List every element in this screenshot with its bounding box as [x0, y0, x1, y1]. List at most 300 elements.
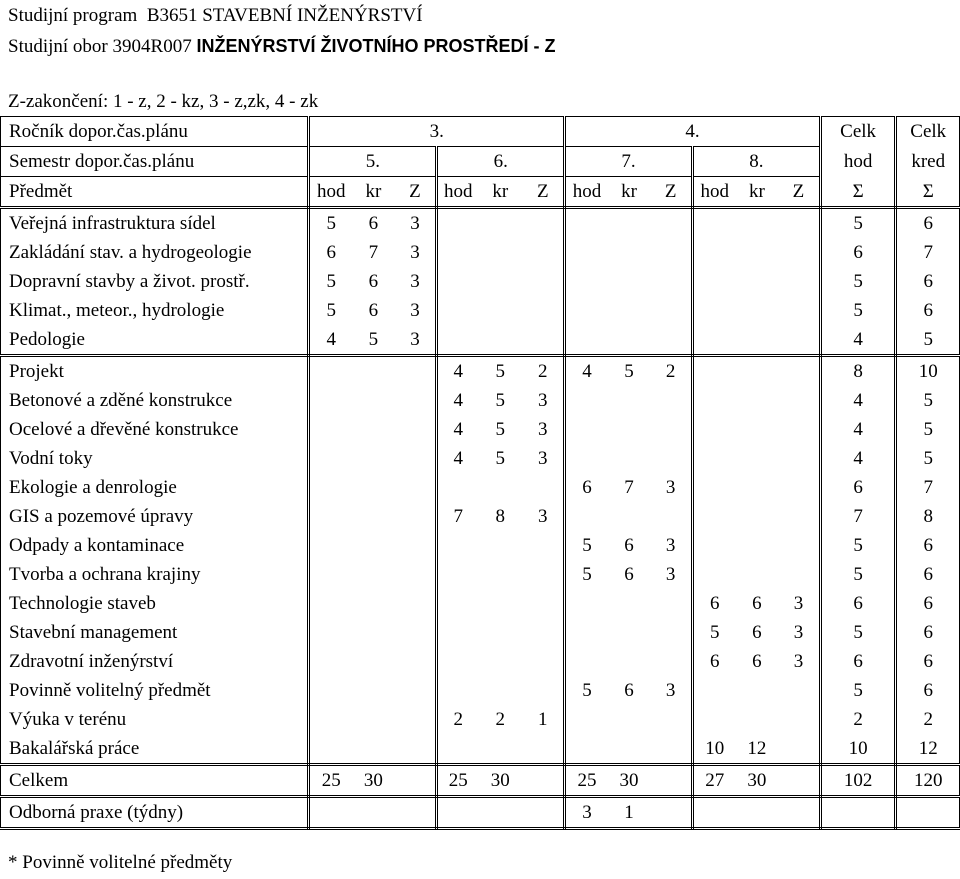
value-cell: [650, 267, 692, 296]
value-cell: [778, 238, 820, 267]
value-cell: [395, 531, 437, 560]
value-cell: [778, 734, 820, 765]
value-cell: [565, 502, 608, 531]
value-cell: [736, 208, 779, 239]
total-hod-cell: 5: [820, 208, 896, 239]
value-cell: [692, 531, 735, 560]
value-cell: [395, 444, 437, 473]
value-cell: [352, 415, 395, 444]
value-cell: [437, 296, 478, 325]
subject-name: Povinně volitelný předmět: [1, 676, 309, 705]
value-cell: [352, 647, 395, 676]
subject-name: Projekt: [1, 356, 309, 387]
value-cell: [309, 356, 352, 387]
value-cell: [736, 502, 779, 531]
value-cell: [437, 797, 478, 829]
value-cell: [692, 415, 735, 444]
value-cell: 5: [565, 676, 608, 705]
value-cell: [395, 502, 437, 531]
value-cell: [478, 208, 522, 239]
value-cell: [395, 734, 437, 765]
col-kr: kr: [608, 177, 651, 208]
value-cell: [736, 296, 779, 325]
value-cell: [692, 676, 735, 705]
value-cell: 30: [478, 765, 522, 797]
value-cell: [736, 325, 779, 356]
table-row: [1, 531, 960, 560]
total-kred-cell: 6: [896, 676, 960, 705]
value-cell: [608, 325, 651, 356]
value-cell: [478, 589, 522, 618]
value-cell: [778, 267, 820, 296]
praxe-row: [1, 797, 960, 829]
total-hod-cell: 7: [820, 502, 896, 531]
value-cell: [478, 325, 522, 356]
value-cell: [608, 208, 651, 239]
total-kred-cell: 5: [896, 386, 960, 415]
value-cell: 5: [309, 208, 352, 239]
total-kred-cell: 5: [896, 415, 960, 444]
value-cell: [478, 267, 522, 296]
value-cell: [309, 618, 352, 647]
sem-5: 5.: [309, 147, 437, 177]
value-cell: 30: [736, 765, 779, 797]
value-cell: 4: [437, 415, 478, 444]
value-cell: [692, 560, 735, 589]
value-cell: [437, 734, 478, 765]
value-cell: [736, 560, 779, 589]
value-cell: [309, 415, 352, 444]
value-cell: [352, 560, 395, 589]
value-cell: [736, 531, 779, 560]
value-cell: [736, 705, 779, 734]
value-cell: [522, 734, 564, 765]
value-cell: [650, 444, 692, 473]
value-cell: [478, 676, 522, 705]
value-cell: 3: [778, 647, 820, 676]
subject-name: Zakládání stav. a hydrogeologie: [1, 238, 309, 267]
total-hod-cell: 5: [820, 618, 896, 647]
value-cell: [437, 267, 478, 296]
value-cell: 5: [692, 618, 735, 647]
total-kred-cell: 6: [896, 296, 960, 325]
subject-name: Tvorba a ochrana krajiny: [1, 560, 309, 589]
value-cell: 7: [624, 477, 634, 498]
value-cell: [522, 238, 564, 267]
value-cell: 27: [692, 765, 735, 797]
value-cell: [352, 444, 395, 473]
total-hod-cell: 5: [820, 560, 896, 589]
value-cell: [565, 444, 608, 473]
value-cell: [692, 473, 735, 502]
col-z: Z: [395, 177, 437, 208]
sem-6: 6.: [437, 147, 565, 177]
col-hod: hod: [437, 177, 478, 208]
study-plan-table: [0, 116, 960, 830]
hod-label: hod: [820, 147, 896, 177]
subject-name: GIS a pozemové úpravy: [1, 502, 309, 531]
table-row: [1, 502, 960, 531]
total-kred-cell: 7: [896, 238, 960, 267]
table-row: [1, 618, 960, 647]
value-cell: [608, 589, 651, 618]
value-cell: [437, 589, 478, 618]
value-cell: [692, 267, 735, 296]
value-cell: 3: [778, 618, 820, 647]
subject-name: Pedologie: [1, 325, 309, 356]
subject-name: Ocelové a dřevěné konstrukce: [1, 415, 309, 444]
value-cell: [437, 238, 478, 267]
total-kred-cell: 5: [896, 444, 960, 473]
value-cell: 3: [650, 473, 692, 502]
total-hod-cell: 10: [820, 734, 896, 765]
value-cell: [565, 208, 608, 239]
value-cell: 3: [522, 444, 564, 473]
value-cell: 3: [565, 797, 608, 829]
value-cell: [309, 705, 352, 734]
value-cell: [778, 415, 820, 444]
total-hod-cell: 5: [820, 267, 896, 296]
value-cell: 3: [522, 502, 564, 531]
column-header-row: [1, 177, 960, 208]
total-hod-cell: 6: [820, 473, 896, 502]
total-kred-cell: 5: [896, 325, 960, 356]
value-cell: [778, 705, 820, 734]
value-cell: [565, 618, 608, 647]
value-cell: [478, 560, 522, 589]
value-cell: [650, 502, 692, 531]
value-cell: 6: [752, 651, 762, 672]
total-hod-cell: 102: [820, 765, 896, 797]
value-cell: [522, 676, 564, 705]
value-cell: [608, 647, 651, 676]
sem-7: 7.: [565, 147, 693, 177]
value-cell: [437, 325, 478, 356]
value-cell: [437, 560, 478, 589]
value-cell: 6: [368, 300, 379, 321]
total-kred-cell: [896, 797, 960, 829]
value-cell: [778, 325, 820, 356]
value-cell: 6: [368, 213, 379, 234]
col-hod: hod: [692, 177, 735, 208]
value-cell: [395, 356, 437, 387]
value-cell: 7: [368, 242, 379, 263]
table-row: [1, 238, 960, 267]
value-cell: [608, 415, 651, 444]
value-cell: 3: [395, 296, 437, 325]
value-cell: [522, 208, 564, 239]
value-cell: 2: [437, 705, 478, 734]
value-cell: [352, 502, 395, 531]
value-cell: [352, 797, 395, 829]
value-cell: 6: [692, 647, 735, 676]
total-kred-cell: 10: [896, 356, 960, 387]
value-cell: [565, 296, 608, 325]
total-hod-cell: 4: [820, 325, 896, 356]
completion-legend: Z-zakončení: 1 - z, 2 - kz, 3 - z,zk, 4 - zk: [8, 91, 319, 112]
table-row: [1, 589, 960, 618]
value-cell: 6: [752, 622, 762, 643]
total-kred-cell: 6: [896, 267, 960, 296]
field-line: [8, 35, 555, 58]
value-cell: [309, 797, 352, 829]
value-cell: [352, 531, 395, 560]
subject-name: Vodní toky: [1, 444, 309, 473]
value-cell: [522, 589, 564, 618]
value-cell: 10: [692, 734, 735, 765]
subject-name: Zdravotní inženýrství: [1, 647, 309, 676]
value-cell: [778, 208, 820, 239]
value-cell: 5: [495, 361, 506, 382]
value-cell: [478, 797, 522, 829]
value-cell: 3: [650, 531, 692, 560]
value-cell: 5: [495, 448, 506, 469]
value-cell: [395, 560, 437, 589]
value-cell: [478, 734, 522, 765]
value-cell: [778, 560, 820, 589]
value-cell: 4: [437, 356, 478, 387]
value-cell: [650, 647, 692, 676]
value-cell: [778, 473, 820, 502]
value-cell: 7: [437, 502, 478, 531]
value-cell: [478, 238, 522, 267]
value-cell: [395, 705, 437, 734]
value-cell: [650, 705, 692, 734]
col-kr: kr: [736, 177, 779, 208]
value-cell: [309, 502, 352, 531]
value-cell: 5: [309, 296, 352, 325]
value-cell: 5: [495, 419, 506, 440]
table-row: [1, 560, 960, 589]
value-cell: [395, 386, 437, 415]
table-row: [1, 325, 960, 356]
field-name: INŽENÝRSTVÍ ŽIVOTNÍHO PROSTŘEDÍ - Z: [196, 36, 556, 56]
value-cell: [650, 415, 692, 444]
value-cell: 6: [368, 271, 379, 292]
value-cell: 3: [522, 386, 564, 415]
col-z: Z: [778, 177, 820, 208]
value-cell: [522, 325, 564, 356]
year-label: Ročník dopor.čas.plánu: [1, 117, 309, 147]
total-row: [1, 765, 960, 797]
total-kred-cell: 6: [896, 589, 960, 618]
value-cell: 25: [565, 765, 608, 797]
value-cell: 3: [395, 238, 437, 267]
semester-row: [1, 147, 960, 177]
value-cell: [608, 296, 651, 325]
program-value: B3651 STAVEBNÍ INŽENÝRSTVÍ: [146, 5, 423, 26]
value-cell: [736, 267, 779, 296]
value-cell: [608, 386, 651, 415]
value-cell: 3: [395, 325, 437, 356]
value-cell: 6: [624, 680, 634, 701]
table-row: [1, 296, 960, 325]
value-cell: [778, 531, 820, 560]
value-cell: [692, 444, 735, 473]
total-hod-cell: 2: [820, 705, 896, 734]
value-cell: [395, 765, 437, 797]
value-cell: 6: [624, 564, 634, 585]
total-hod-cell: 8: [820, 356, 896, 387]
total-hod-cell: 6: [820, 647, 896, 676]
value-cell: [736, 676, 779, 705]
subject-name: Ekologie a denrologie: [1, 473, 309, 502]
value-cell: [309, 647, 352, 676]
total-kred-cell: 120: [896, 765, 960, 797]
subject-name: Betonové a zděné konstrukce: [1, 386, 309, 415]
year-3: 3.: [309, 117, 565, 147]
value-cell: [565, 647, 608, 676]
value-cell: [478, 618, 522, 647]
value-cell: [522, 473, 564, 502]
program-label: Studijní program: [8, 5, 138, 26]
value-cell: 6: [752, 593, 762, 614]
value-cell: 12: [736, 734, 779, 765]
value-cell: [395, 415, 437, 444]
value-cell: 8: [495, 506, 506, 527]
value-cell: [395, 797, 437, 829]
total-kred-cell: 6: [896, 618, 960, 647]
value-cell: [395, 676, 437, 705]
total-hod-cell: 4: [820, 444, 896, 473]
value-cell: [522, 647, 564, 676]
table-row: [1, 676, 960, 705]
value-cell: [650, 325, 692, 356]
value-cell: [692, 502, 735, 531]
value-cell: 1: [522, 705, 564, 734]
value-cell: [395, 473, 437, 502]
value-cell: [352, 705, 395, 734]
value-cell: [736, 415, 779, 444]
subject-name: Dopravní stavby a život. prostř.: [1, 267, 309, 296]
value-cell: [309, 473, 352, 502]
table-row: [1, 647, 960, 676]
semester-label: Semestr dopor.čas.plánu: [1, 147, 309, 177]
total-kred-cell: 6: [896, 560, 960, 589]
value-cell: [565, 238, 608, 267]
table-row: [1, 415, 960, 444]
value-cell: [650, 296, 692, 325]
value-cell: [437, 473, 478, 502]
sigma-hod: Σ: [820, 177, 896, 208]
value-cell: [608, 502, 651, 531]
value-cell: [692, 797, 735, 829]
table-row: [1, 734, 960, 765]
value-cell: [650, 618, 692, 647]
value-cell: 3: [395, 267, 437, 296]
value-cell: [309, 531, 352, 560]
value-cell: 30: [352, 765, 395, 797]
total-kred-cell: 7: [896, 473, 960, 502]
value-cell: [352, 618, 395, 647]
footnote: * Povinně volitelné předměty: [8, 852, 233, 873]
value-cell: 3: [650, 560, 692, 589]
value-cell: 2: [650, 356, 692, 387]
value-cell: [478, 296, 522, 325]
subject-name: Bakalářská práce: [1, 734, 309, 765]
total-hod-cell: 6: [820, 589, 896, 618]
total-kred-cell: 8: [896, 502, 960, 531]
value-cell: [395, 647, 437, 676]
value-cell: [692, 356, 735, 387]
value-cell: [692, 238, 735, 267]
value-cell: [565, 589, 608, 618]
value-cell: [309, 386, 352, 415]
program-line: [8, 5, 423, 27]
value-cell: 5: [309, 267, 352, 296]
value-cell: [736, 356, 779, 387]
year-row: [1, 117, 960, 147]
field-label: Studijní obor: [8, 36, 108, 57]
value-cell: [522, 618, 564, 647]
value-cell: 5: [565, 531, 608, 560]
value-cell: 2: [495, 709, 506, 730]
value-cell: [352, 356, 395, 387]
value-cell: [522, 797, 564, 829]
col-z: Z: [522, 177, 564, 208]
value-cell: [650, 589, 692, 618]
total-hod-cell: 5: [820, 531, 896, 560]
value-cell: [778, 765, 820, 797]
subject-name: Výuka v terénu: [1, 705, 309, 734]
subject-name: Odborná praxe (týdny): [1, 797, 309, 829]
value-cell: [565, 325, 608, 356]
value-cell: 6: [624, 535, 634, 556]
value-cell: [692, 386, 735, 415]
value-cell: [395, 618, 437, 647]
value-cell: 30: [608, 765, 651, 797]
value-cell: [692, 705, 735, 734]
value-cell: 4: [437, 444, 478, 473]
value-cell: [692, 325, 735, 356]
value-cell: 6: [692, 589, 735, 618]
table-row: [1, 444, 960, 473]
value-cell: [395, 589, 437, 618]
value-cell: 3: [395, 208, 437, 239]
value-cell: [608, 267, 651, 296]
value-cell: [650, 797, 692, 829]
value-cell: [778, 444, 820, 473]
value-cell: 4: [565, 356, 608, 387]
value-cell: [736, 238, 779, 267]
value-cell: [352, 473, 395, 502]
value-cell: [437, 531, 478, 560]
col-hod: hod: [565, 177, 608, 208]
table-row: [1, 705, 960, 734]
col-hod: hod: [309, 177, 352, 208]
total-hod-label: Celk: [820, 117, 896, 147]
value-cell: [522, 765, 564, 797]
value-cell: [309, 734, 352, 765]
value-cell: [692, 296, 735, 325]
value-cell: [309, 676, 352, 705]
value-cell: [692, 208, 735, 239]
col-kr: kr: [352, 177, 395, 208]
value-cell: [478, 647, 522, 676]
value-cell: [650, 208, 692, 239]
total-kred-cell: 6: [896, 531, 960, 560]
value-cell: [608, 444, 651, 473]
value-cell: [478, 531, 522, 560]
value-cell: [565, 705, 608, 734]
total-hod-cell: 4: [820, 415, 896, 444]
table-row: [1, 208, 960, 239]
value-cell: [736, 473, 779, 502]
value-cell: [522, 560, 564, 589]
value-cell: 4: [437, 386, 478, 415]
value-cell: [437, 647, 478, 676]
value-cell: 6: [565, 473, 608, 502]
